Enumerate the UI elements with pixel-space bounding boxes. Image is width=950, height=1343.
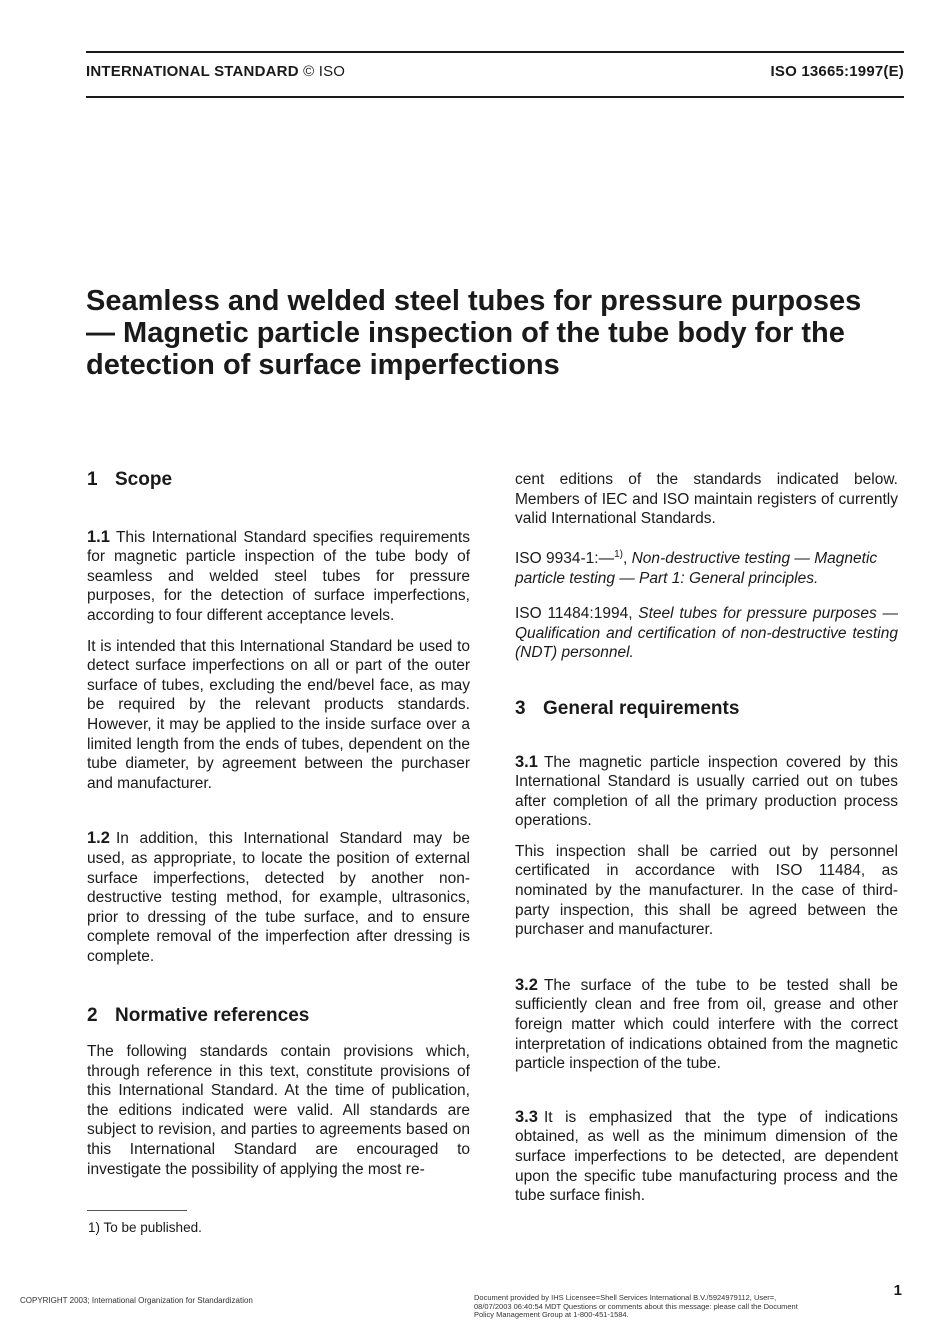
- section-heading-general-requirements: [515, 699, 898, 719]
- footer-license-notice: Document provided by IHS Licensee=Shell Services International B.V./5924979112, User=, 08/07/2003 06:40:54 MDT Questions or comments about this message: please call the Document Policy Management Group at 1-800-451-1584.: [474, 1293, 798, 1319]
- paragraph-3-1b: This inspection shall be carried out by personnel certificated in accordance with ISO 11484, as nominated by the manufacturer. In the case of third-party inspection, this shall be agreed between the purchaser and manufacturer.: [515, 842, 898, 939]
- section-number: 1: [87, 469, 98, 490]
- reference-title: Non-destructive testing — Magnetic particle testing — Part 1: General principles.: [515, 549, 878, 587]
- document-title: Seamless and welded steel tubes for pressure purposes — Magnetic particle inspection of the tube body for the detection of surface imperfections: [86, 285, 862, 381]
- clause-number: 3.1: [515, 752, 538, 771]
- clause-text: The surface of the tube to be tested shall be sufficiently clean and free from oil, grease and other foreign matter which could interfere with the correct interpretation of indications obtained from the magnetic particle inspection of the tube.: [515, 976, 898, 1073]
- reference-iso-11484: [515, 604, 898, 663]
- section-heading-scope: [87, 470, 470, 490]
- page-number: 1: [893, 1282, 902, 1299]
- clause-text: This International Standard specifies requirements for magnetic particle inspection of the tube body of seamless and welded steel tubes for pressure purposes, for the detection of surface imperfections, according to four different acceptance levels.: [87, 528, 470, 624]
- clause-text: It is emphasized that the type of indications obtained, as well as the minimum dimension of the surface imperfections to be detected, are dependent upon the specific tube manufacturing process and the tube surface finish.: [515, 1108, 898, 1205]
- right-column: [515, 470, 898, 1217]
- paragraph-1-2: [87, 829, 470, 966]
- section-number: 3: [515, 697, 526, 719]
- section-heading-normative-references: [87, 1006, 470, 1026]
- paragraph-normative-continued: cent editions of the standards indicated below. Members of IEC and ISO maintain registers of currently valid International Standards.: [515, 471, 898, 528]
- paragraph-normative-intro: The following standards contain provisions which, through reference in this text, constitute provisions of this International Standard. At the time of publication, the editions indicated were valid. All standards are subject to revision, and parties to agreements based on this International Standard are encouraged to investigate the possibility of applying the most re-: [87, 1043, 470, 1178]
- section-title: General requirements: [543, 697, 740, 719]
- clause-number: 1.1: [87, 527, 110, 546]
- reference-iso-9934-1: ISO 9934-1:—$^{1)}$, Non-destructive testing — Magnetic particle testing — Part 1: General principles.: [515, 548, 878, 587]
- header-document-id: ISO 13665:1997(E): [770, 63, 904, 80]
- header-top-rule: [86, 51, 904, 53]
- header-copyright-mark: © ISO: [303, 63, 346, 80]
- reference-code: ISO 11484:1994,: [515, 605, 633, 623]
- paragraph-3-1: [515, 753, 898, 831]
- section-title: Normative references: [115, 1005, 310, 1027]
- clause-text: The magnetic particle inspection covered by this International Standard is usually carried out on tubes after completion of all the primary production process operations.: [515, 753, 898, 830]
- section-number: 2: [87, 1005, 98, 1027]
- reference-code: ISO 9934-1:—: [515, 549, 615, 567]
- footer-copyright: COPYRIGHT 2003; International Organization for Standardization: [20, 1296, 253, 1305]
- section-title: Scope: [115, 469, 173, 490]
- clause-number: 3.2: [515, 975, 538, 994]
- header-left-title: INTERNATIONAL STANDARD: [86, 63, 299, 80]
- footnote-divider: [87, 1210, 187, 1211]
- paragraph-3-3: [515, 1108, 898, 1206]
- clause-text: In addition, this International Standard may be used, as appropriate, to locate the position of external surface imperfections, detected by another non-destructive testing method, for example, ultrasonics, prior to dressing of the tube surface, and to ensure complete removal of the imperfection after dressing is complete.: [87, 830, 470, 965]
- clause-number: 1.2: [87, 829, 110, 848]
- paragraph-1-1: [87, 528, 470, 626]
- footnote-marker: 1): [614, 548, 623, 560]
- footnote: 1) To be published.: [88, 1220, 202, 1235]
- paragraph-1-1b: It is intended that this International Standard be used to detect surface imperfections on all or part of the outer surface of tubes, excluding the end/bevel face, as may be required by the relevant products standards. However, it may be applied to the inside surface over a limited length from the ends of tubes, dependent on the tube diameter, by agreement between the purchaser and manufacturer.: [87, 637, 470, 792]
- clause-number: 3.3: [515, 1107, 538, 1126]
- header-bottom-rule: [86, 96, 904, 98]
- reference-title: Steel tubes for pressure purposes — Qualification and certification of non-destructive testing (NDT) personnel.: [515, 605, 898, 662]
- header-standard-label: [86, 63, 345, 80]
- paragraph-3-2: [515, 976, 898, 1074]
- left-column: [87, 470, 470, 1190]
